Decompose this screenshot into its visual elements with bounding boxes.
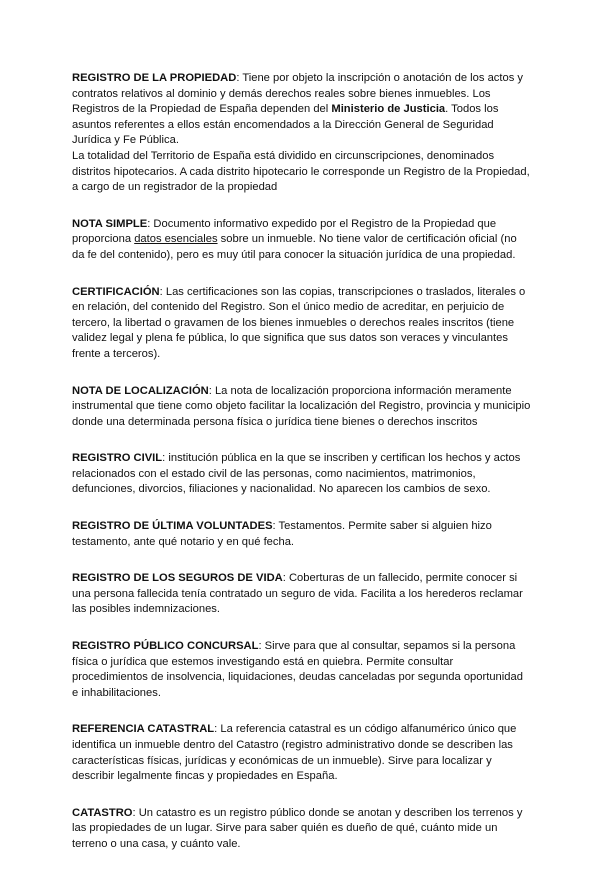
entry-registro-propiedad [72, 71, 532, 196]
term: NOTA SIMPLE [72, 217, 148, 230]
term: CATASTRO [72, 806, 133, 819]
term: CERTIFICACIÓN [72, 285, 160, 298]
definition-text: : Testamentos. Permite saber si alguien hizo testamento, ante qué notario y en qué fecha. [72, 520, 492, 548]
paragraph [72, 217, 532, 264]
paragraph [72, 71, 532, 149]
term: REGISTRO DE LA PROPIEDAD [72, 72, 237, 84]
paragraph [72, 285, 532, 363]
entry-referencia-catastral [72, 722, 532, 784]
entry-seguros-vida [72, 571, 532, 618]
term: REGISTRO CIVIL [72, 452, 163, 465]
paragraph: La totalidad del Territorio de España está dividido en circunscripciones, denominados distritos hipotecarios. A cada distrito hipotecario le corresponde un Registro de la Propiedad, a cargo de un registrador de la propiedad [72, 149, 530, 194]
paragraph [72, 519, 532, 550]
entry-ultimas-voluntades [72, 519, 532, 550]
bold-phrase: Ministerio de Justicia [331, 103, 446, 116]
definition-text: : Un catastro es un registro público donde se anotan y describen los terrenos y las propiedades de un lugar. Sirve para saber quién es dueño de qué, cuánto mide un terreno o una casa, y cuánto vale. [72, 806, 523, 850]
term: REGISTRO PÚBLICO CONCURSAL [72, 640, 259, 653]
definition-text: : Tiene por objeto la inscripción o anotación de los actos y contratos relativos al dominio y demás derechos reales sobre bienes inmuebles. Los Registros de la Propiedad de España dependen del [72, 72, 524, 116]
definition-text: sobre un inmueble. No tiene valor de certificación oficial (no da fe del contenido), pero es muy útil para conocer la situación jurídica de una propiedad. [72, 233, 517, 261]
definition-text: : Sirve para que al consultar, sepamos si la persona física o jurídica que estemos investigando está en quiebra. Permite consultar procedimientos de insolvencia, liquidaciones, deudas canceladas por segunda oportunidad e inhabilitaciones. [72, 640, 523, 699]
document-page [72, 71, 532, 874]
entry-catastro [72, 806, 532, 853]
term: REFERENCIA CATASTRAL [72, 723, 215, 736]
definition-text: : Coberturas de un fallecido, permite conocer si una persona fallecida tenía contratado un seguro de vida. Facilita a los herederos reclamar las posibles indemnizaciones. [72, 572, 523, 616]
paragraph [72, 451, 532, 498]
term: NOTA DE LOCALIZACIÓN [72, 384, 209, 397]
definition-text: . Todos los asuntos referentes a ellos están encomendados a la Dirección General de Seguridad Jurídica y Fe Pública. [72, 103, 499, 147]
entry-nota-simple [72, 217, 532, 264]
paragraph [72, 806, 532, 853]
underlined-phrase: datos esenciales [134, 233, 218, 246]
definition-text: : La nota de localización proporciona información meramente instrumental que tiene como objeto facilitar la localización del Registro, provincia y municipio donde una determinada persona física o jurídica tiene bienes o derechos inscritos [72, 384, 531, 428]
term: REGISTRO DE LOS SEGUROS DE VIDA [72, 572, 283, 585]
entry-nota-localizacion [72, 384, 532, 431]
paragraph [72, 639, 532, 701]
definition-text: : institución pública en la que se inscriben y certifican los hechos y actos relacionados con el estado civil de las personas, como nacimientos, matrimonios, defunciones, divorcios, filiaciones y nacionalidad. No aparecen los cambios de sexo. [72, 452, 521, 496]
definition-text: : Documento informativo expedido por el Registro de la Propiedad que proporciona [72, 217, 497, 246]
paragraph [72, 384, 532, 431]
term: REGISTRO DE ÚLTIMA VOLUNTADES [72, 520, 273, 533]
definition-text: : Las certificaciones son las copias, transcripciones o traslados, literales o en relación, del contenido del Registro. Son el único medio de acreditar, en perjuicio de tercero, la libertad o gravamen de los bienes inmuebles o derechos reales inscritos (tiene validez legal y plena fe pública, lo que significa que sus datos son veraces y vinculantes frente a terceros). [72, 285, 526, 360]
paragraph [72, 722, 532, 784]
entry-registro-civil [72, 451, 532, 498]
paragraph [72, 571, 532, 618]
definition-text: : La referencia catastral es un código alfanumérico único que identifica un inmueble dentro del Catastro (registro administrativo donde se describen las características físicas, jurídicas y económicas de un inmueble). Sirve para localizar y describir legalmente fincas y propiedades en España. [72, 723, 517, 783]
entry-certificacion [72, 285, 532, 363]
entry-registro-concursal [72, 639, 532, 701]
